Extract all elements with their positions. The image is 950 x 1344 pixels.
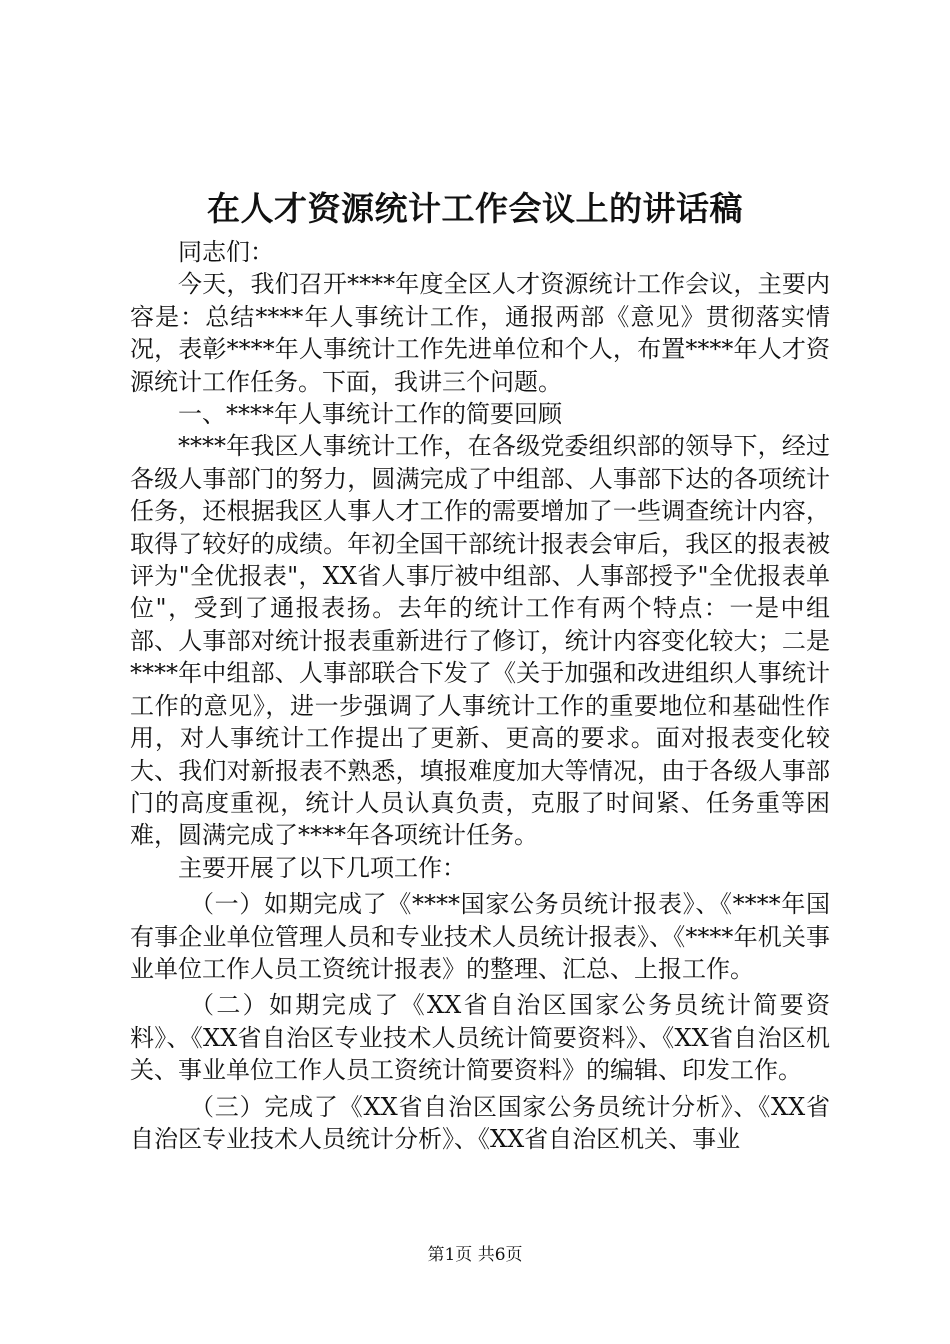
page-indicator: 第1页 共6页 bbox=[427, 1245, 523, 1265]
salutation: 同志们： bbox=[178, 238, 274, 266]
document-title: 在人才资源统计工作会议上的讲话稿 bbox=[207, 189, 743, 228]
list-item-3: （三）完成了《XX省自治区国家公务员统计分析》、《XX省自治区专业技术人员统计分析》、《XX省自治区机关、事业 bbox=[130, 1092, 830, 1153]
list-item-2: （二）如期完成了《XX省自治区国家公务员统计简要资料》、《XX省自治区专业技术人员统计简要资料》、《XX省自治区机关、事业单位工作人员工资统计简要资料》的编辑、印发工作。 bbox=[130, 991, 830, 1085]
list-item-1: （一）如期完成了《****国家公务员统计报表》、《****年国有事企业单位管理人员和专业技术人员统计报表》、《****年机关事业单位工作人员工资统计报表》的整理、汇总、上报工作。 bbox=[130, 890, 830, 983]
section-heading: 一、****年人事统计工作的简要回顾 bbox=[178, 400, 562, 429]
paragraph-work-intro: 主要开展了以下几项工作： bbox=[178, 853, 466, 882]
paragraph-intro: 今天，我们召开****年度全区人才资源统计工作会议，主要内容是：总结****年人事统计工作，通报两部《意见》贯彻落实情况，表彰****年人事统计工作先进单位和个人，布置****年人才资源统计工作任务。下面，我讲三个问题。 bbox=[130, 270, 830, 396]
document-body bbox=[130, 236, 830, 1155]
paragraph-review: ****年我区人事统计工作，在各级党委组织部的领导下，经过各级人事部门的努力，圆满完成了中组部、人事部下达的各项统计任务，还根据我区人事人才工作的需要增加了一些调查统计内容，取得了较好的成绩。年初全国干部统计报表会审后，我区的报表被评为"全优报表"，XX省人事厅被中组部、人事部授予"全优报表单位"，受到了通报表扬。去年的统计工作有两个特点：一是中组部、人事部对统计报表重新进行了修订，统计内容变化较大；二是****年中组部、人事部联合下发了《关于加强和改进组织人事统计工作的意见》，进一步强调了人事统计工作的重要地位和基础性作用，对人事统计工作提出了更新、更高的要求。面对报表变化较大、我们对新报表不熟悉，填报难度加大等情况，由于各级人事部门的高度重视，统计人员认真负责，克服了时间紧、任务重等困难，圆满完成了****年各项统计任务。 bbox=[130, 432, 830, 850]
